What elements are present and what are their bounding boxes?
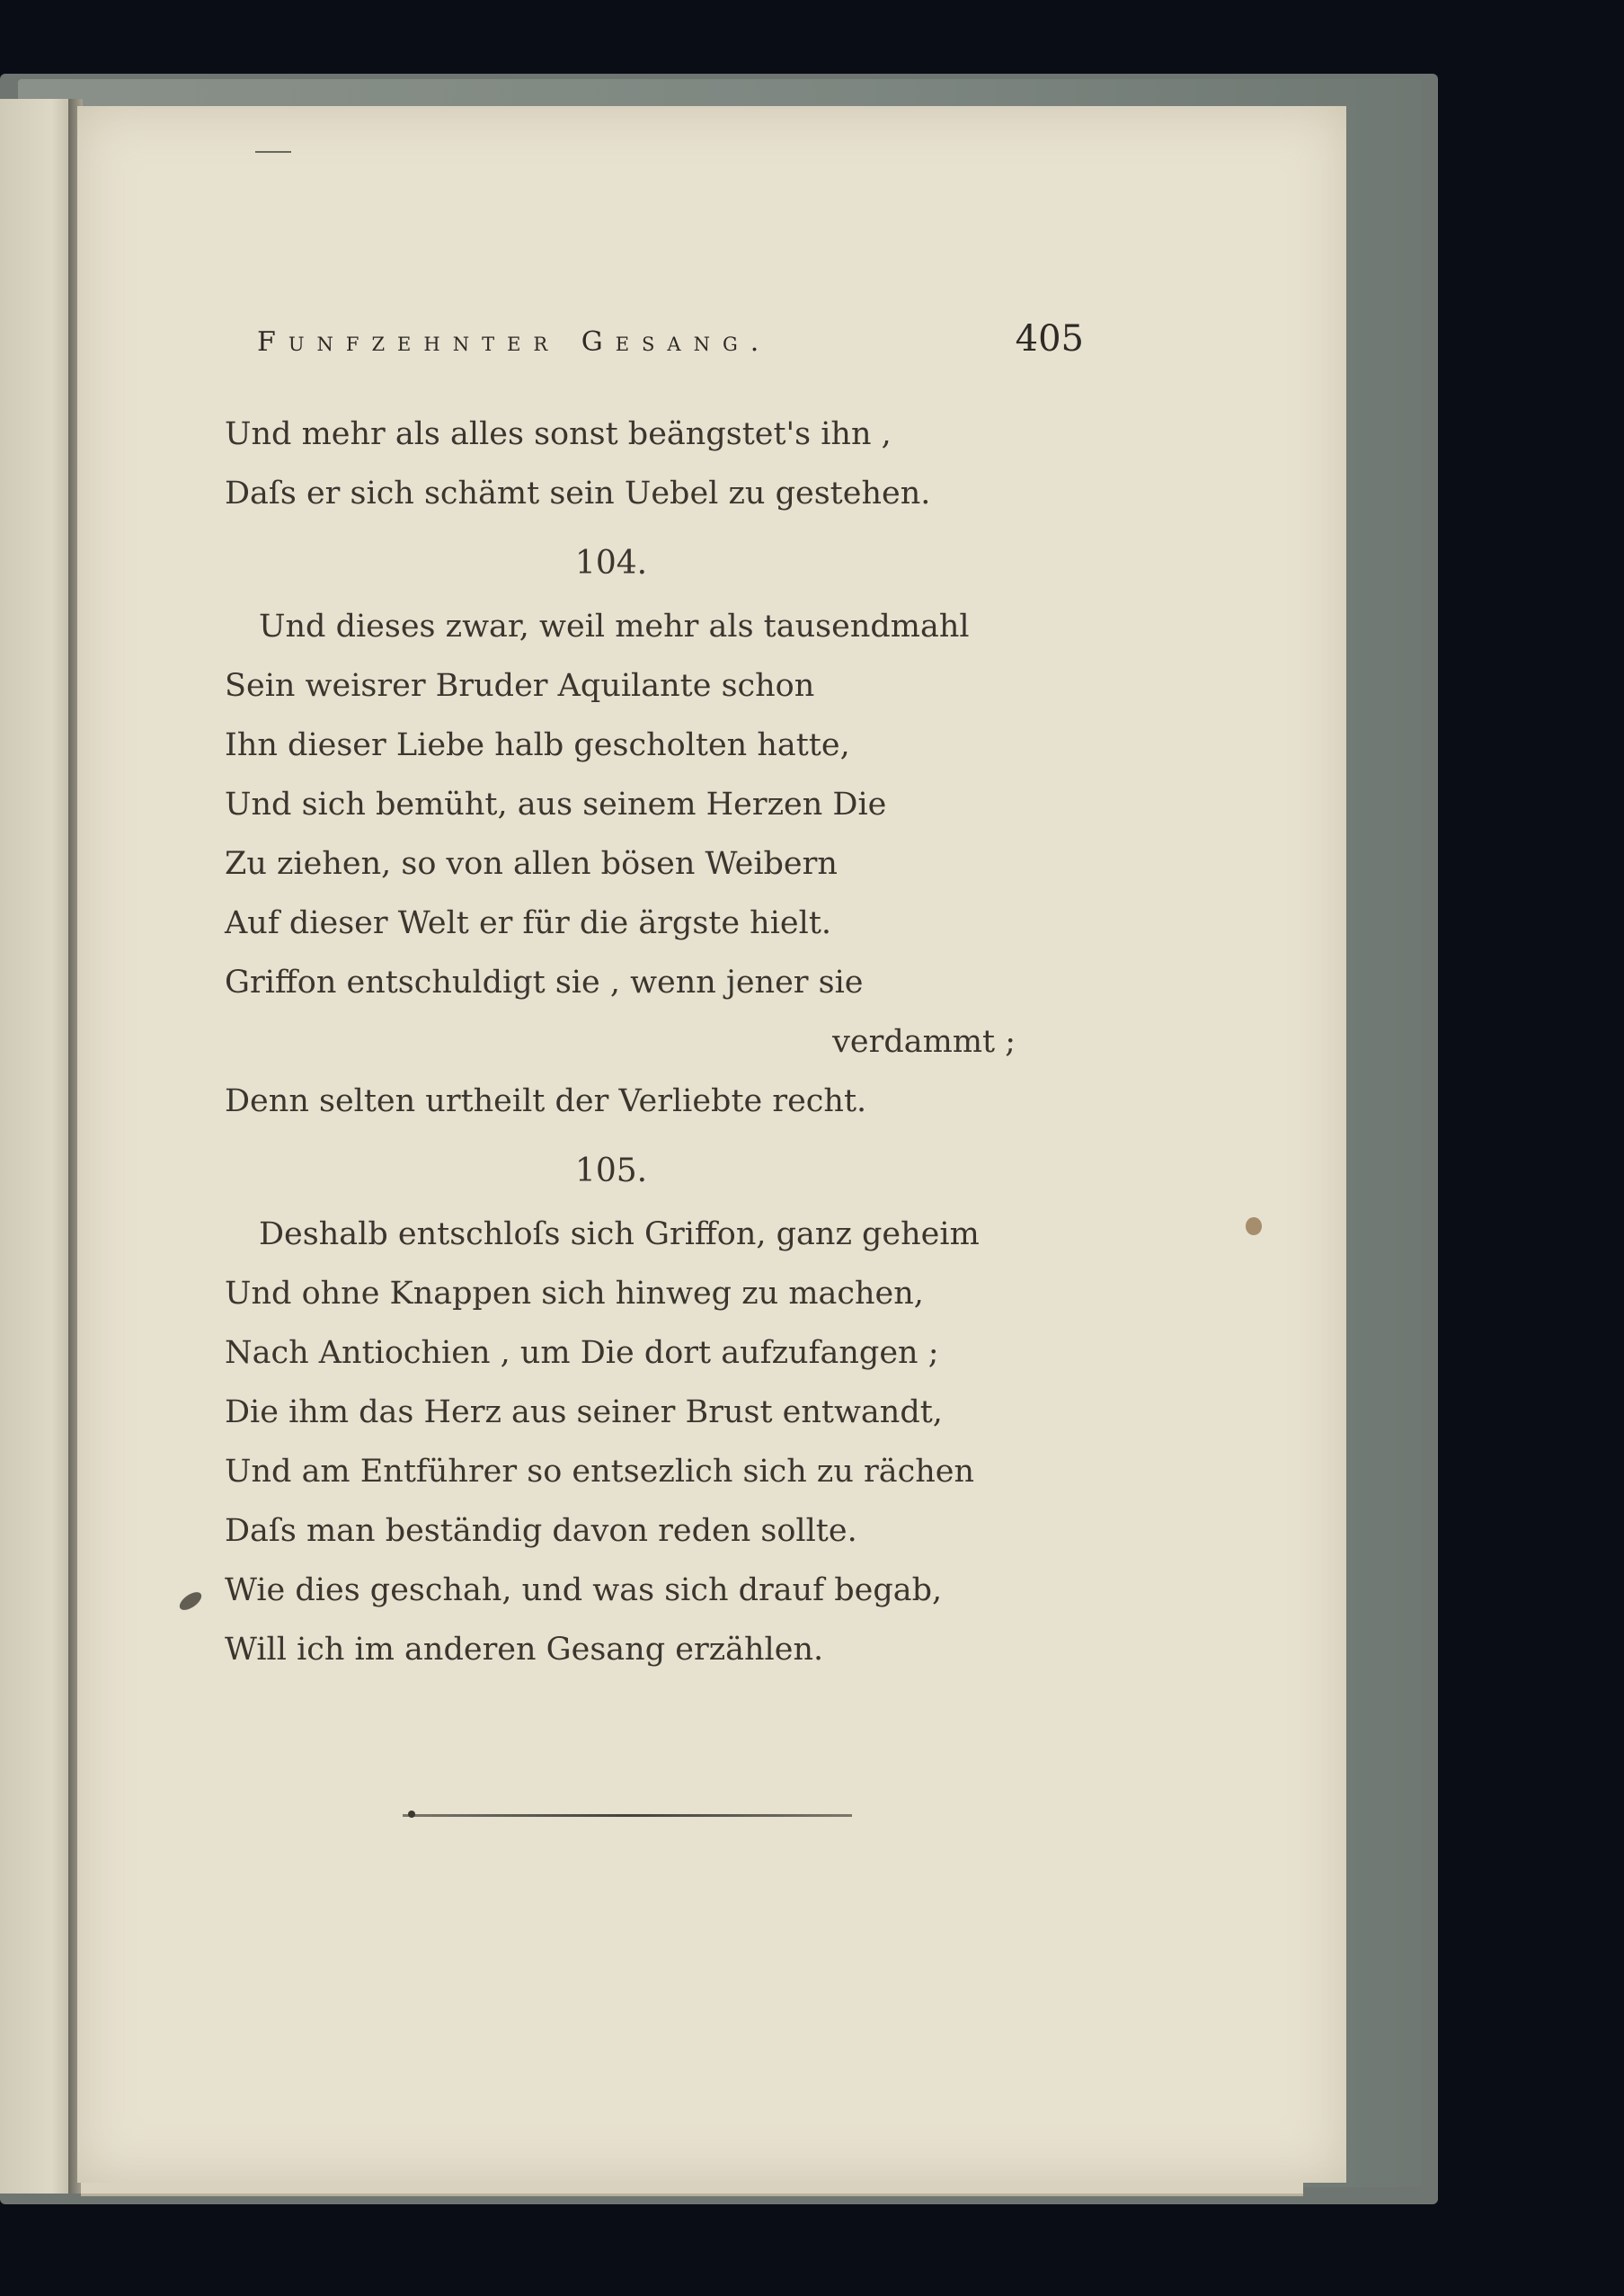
verse-line: Und ohne Knappen sich hinweg zu machen, [225, 1276, 924, 1312]
end-rule [403, 1814, 852, 1817]
stanza-number: 104. [574, 545, 648, 582]
top-rule [255, 151, 291, 153]
right-page [77, 106, 1346, 2183]
page-number: 405 [1015, 318, 1084, 360]
verse-line: Nach Antiochien , um Die dort aufzufangen ; [225, 1335, 939, 1371]
running-head-title: Funfzehnter Gesang. [257, 326, 772, 358]
foxing-spot [1246, 1217, 1262, 1235]
running-head [257, 318, 1084, 360]
verse-line: Und sich bemüht, aus seinem Herzen Die [225, 787, 887, 823]
ink-blot [177, 1589, 205, 1614]
stanza-number: 105. [574, 1152, 648, 1189]
verse-line: Daſs er sich schämt sein Uebel zu gestehen. [225, 476, 931, 512]
verse-line: Daſs man beständig davon reden sollte. [225, 1513, 857, 1549]
verse-line: Zu ziehen, so von allen bösen Weibern [225, 846, 838, 882]
verse-line: Die ihm das Herz aus seiner Brust entwandt, [225, 1394, 943, 1430]
verse-line: Ihn dieser Liebe halb gescholten hatte, [225, 727, 850, 763]
verse-line: Und mehr als alles sonst beängstet's ihn , [225, 416, 892, 452]
verse-line: Und am Entführer so entsezlich sich zu rächen [225, 1454, 975, 1490]
poem-text [225, 405, 1087, 1679]
verse-line: Und dieses zwar, weil mehr als tausendmahl [259, 609, 970, 645]
verse-line: Deshalb entschloſs sich Griffon, ganz geheim [259, 1216, 980, 1252]
verse-line: Sein weisrer Bruder Aquilante schon [225, 668, 815, 704]
verse-line: Will ich im anderen Gesang erzählen. [225, 1632, 824, 1668]
verse-runover: verdammt ; [832, 1024, 1016, 1060]
verse-line: Griffon entschuldigt sie , wenn jener sie [225, 965, 864, 1001]
verse-line: Wie dies geschah, und was sich drauf begab, [225, 1572, 943, 1608]
left-page-edge [0, 99, 74, 2194]
verse-line: Auf dieser Welt er für die ärgste hielt. [225, 905, 832, 941]
verse-line: Denn selten urtheilt der Verliebte recht. [225, 1083, 867, 1119]
end-rule-ornament [408, 1811, 415, 1818]
